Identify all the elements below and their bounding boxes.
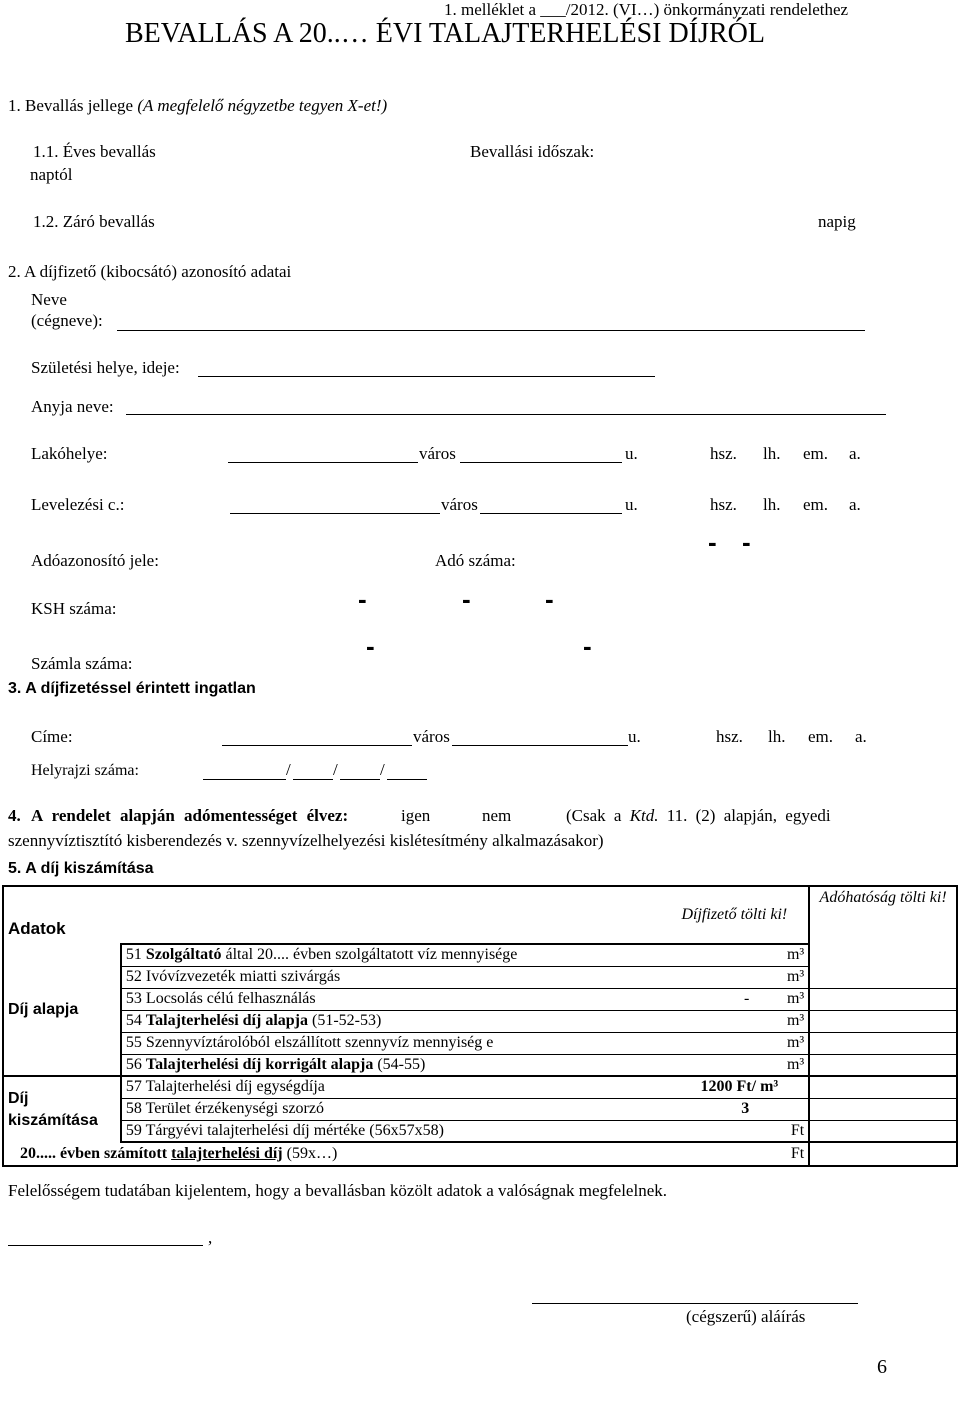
parcel-slash: / bbox=[333, 760, 338, 779]
row-58-label: 58 Terület érzékenységi szorzó bbox=[121, 1098, 615, 1120]
residence-door-label: a. bbox=[849, 444, 861, 463]
residence-floor-label: em. bbox=[803, 444, 829, 463]
row-59-label: 59 Tárgyévi talajterhelési díj mértéke (56x57x58) bbox=[121, 1120, 615, 1142]
residence-building-label: lh. bbox=[763, 444, 781, 463]
row-55-label: 55 Szennyvíztárolóból elszállított szennyvíz mennyiség e bbox=[121, 1032, 615, 1054]
mail-city-field[interactable] bbox=[480, 513, 622, 514]
section3-heading: 3. A díjfizetéssel érintett ingatlan bbox=[8, 680, 256, 697]
parcel-field-1[interactable] bbox=[203, 779, 286, 780]
row-52-unit: m³ bbox=[759, 966, 809, 988]
signature-field[interactable] bbox=[532, 1303, 858, 1304]
exemption-no[interactable]: nem bbox=[482, 806, 512, 825]
row-54-value[interactable] bbox=[615, 1010, 760, 1032]
company-name-label: (cégneve): bbox=[31, 311, 103, 330]
fee-base-group-label: Díj alapja bbox=[8, 1000, 79, 1018]
row-54-authority-cell[interactable] bbox=[809, 1010, 957, 1032]
total-label: 20..... évben számított talajterhelési díj (59x…) bbox=[3, 1142, 615, 1166]
fee-calculation-table bbox=[2, 885, 958, 1167]
tax-id-label: Adóazonosító jele: bbox=[31, 551, 159, 570]
row-51-unit: m³ bbox=[759, 944, 809, 966]
data-column-header: Adatok bbox=[8, 919, 66, 938]
residence-label: Lakóhelye: bbox=[31, 444, 108, 463]
payer-column-header: Díjfizető tölti ki! bbox=[615, 886, 810, 944]
residence-house-label: hsz. bbox=[710, 444, 737, 463]
row-57-authority-cell[interactable] bbox=[809, 1076, 957, 1098]
row-56-unit: m³ bbox=[759, 1054, 809, 1076]
period-label: Bevallási időszak: bbox=[470, 142, 595, 161]
birth-label: Születési helye, ideje: bbox=[31, 358, 180, 377]
property-building-label: lh. bbox=[768, 727, 786, 746]
closing-return-label: 1.2. Záró bevallás bbox=[33, 212, 155, 231]
ksh-dash: - bbox=[545, 584, 554, 614]
row-55-unit: m³ bbox=[759, 1032, 809, 1054]
ksh-dash: - bbox=[358, 584, 367, 614]
mother-name-label: Anyja neve: bbox=[31, 397, 114, 416]
total-value[interactable] bbox=[615, 1142, 760, 1166]
annual-return-label: 1.1. Éves bevallás bbox=[33, 142, 156, 161]
section5-heading: 5. A díj kiszámítása bbox=[8, 860, 154, 877]
row-56-label: 56 Talajterhelési díj korrigált alapja (54-55) bbox=[121, 1054, 615, 1076]
residence-city-field[interactable] bbox=[460, 462, 622, 463]
property-city-label: város bbox=[413, 727, 450, 746]
row-53-value[interactable]: - bbox=[615, 988, 760, 1010]
residence-zip-field[interactable] bbox=[228, 462, 418, 463]
mail-door-label: a. bbox=[849, 495, 861, 514]
row-52-label: 52 Ivóvízvezeték miatti szivárgás bbox=[121, 966, 615, 988]
fee-calc-group-label: Díj kiszámítása bbox=[8, 1089, 98, 1129]
section2-heading: 2. A díjfizető (kibocsátó) azonosító adatai bbox=[8, 262, 292, 281]
place-date-field[interactable] bbox=[8, 1245, 203, 1246]
account-dash: - bbox=[366, 631, 375, 661]
parcel-slash: / bbox=[286, 760, 291, 779]
parcel-field-2[interactable] bbox=[293, 779, 333, 780]
property-door-label: a. bbox=[855, 727, 867, 746]
section1-heading: 1. Bevallás jellege (A megfelelő négyzetbe tegyen X-et!) bbox=[8, 96, 388, 115]
row-54-label: 54 Talajterhelési díj alapja (51-52-53) bbox=[121, 1010, 615, 1032]
tax-number-dash: - bbox=[742, 527, 751, 557]
parcel-field-4[interactable] bbox=[387, 779, 427, 780]
total-authority-cell[interactable] bbox=[809, 1142, 957, 1166]
account-dash: - bbox=[583, 631, 592, 661]
row-58-unit bbox=[759, 1098, 809, 1120]
declaration-text: Felelősségem tudatában kijelentem, hogy a bevallásban közölt adatok a valóságnak megfelelnek. bbox=[8, 1181, 667, 1200]
ksh-dash: - bbox=[462, 584, 471, 614]
row-59-value[interactable] bbox=[615, 1120, 760, 1142]
row-59-authority-cell[interactable] bbox=[809, 1120, 957, 1142]
account-label: Számla száma: bbox=[31, 654, 133, 673]
property-address-label: Címe: bbox=[31, 727, 73, 746]
mail-address-label: Levelezési c.: bbox=[31, 495, 125, 514]
birth-field[interactable] bbox=[198, 376, 655, 377]
name-label: Neve bbox=[31, 290, 67, 309]
to-date-label: napig bbox=[818, 212, 856, 231]
property-house-label: hsz. bbox=[716, 727, 743, 746]
tax-number-label: Adó száma: bbox=[435, 551, 516, 570]
page-number: 6 bbox=[877, 1356, 887, 1378]
property-floor-label: em. bbox=[808, 727, 834, 746]
row-58-authority-cell[interactable] bbox=[809, 1098, 957, 1120]
exemption-yes[interactable]: igen bbox=[401, 806, 431, 825]
row-53-unit: m³ bbox=[759, 988, 809, 1010]
property-street-label: u. bbox=[628, 727, 641, 746]
row-51-value[interactable] bbox=[615, 944, 760, 966]
mail-city-label: város bbox=[441, 495, 478, 514]
document-title: BEVALLÁS A 20..… ÉVI TALAJTERHELÉSI DÍJRÓL bbox=[125, 18, 765, 49]
mail-zip-field[interactable] bbox=[230, 513, 440, 514]
mail-floor-label: em. bbox=[803, 495, 829, 514]
annex-note: 1. melléklet a ___/2012. (VI…) önkormányzati rendelethez bbox=[444, 0, 849, 19]
row-57-label: 57 Talajterhelési díj egységdíja bbox=[121, 1076, 615, 1098]
property-city-field[interactable] bbox=[452, 745, 628, 746]
mother-name-field[interactable] bbox=[126, 414, 886, 415]
residence-street-label: u. bbox=[625, 444, 638, 463]
row-55-authority-cell[interactable] bbox=[809, 1032, 957, 1054]
ksh-label: KSH száma: bbox=[31, 599, 117, 618]
row-53-label: 53 Locsolás célú felhasználás bbox=[121, 988, 615, 1010]
section4-line1: 4. A rendelet alapján adómentességet élvez: bbox=[8, 806, 349, 825]
row-52-authority-cell[interactable] bbox=[809, 966, 957, 988]
row-58-value: 3 bbox=[615, 1098, 760, 1120]
row-54-unit: m³ bbox=[759, 1010, 809, 1032]
parcel-field-3[interactable] bbox=[340, 779, 380, 780]
row-59-unit: Ft bbox=[759, 1120, 809, 1142]
tax-number-dash: - bbox=[708, 527, 717, 557]
row-53-authority-cell[interactable] bbox=[809, 988, 957, 1010]
row-56-authority-cell[interactable] bbox=[809, 1054, 957, 1076]
mail-building-label: lh. bbox=[763, 495, 781, 514]
row-56-value[interactable] bbox=[615, 1054, 760, 1076]
place-date-comma: , bbox=[208, 1228, 213, 1247]
row-52-value[interactable] bbox=[615, 966, 760, 988]
name-field[interactable] bbox=[117, 330, 865, 331]
section4-line2: szennyvíztisztító kisberendezés v. szennyvízelhelyezési kislétesítmény alkalmazásakor) bbox=[8, 831, 604, 850]
from-date-label: naptól bbox=[30, 165, 73, 184]
mail-street-label: u. bbox=[625, 495, 638, 514]
signature-label: (cégszerű) aláírás bbox=[686, 1307, 806, 1326]
total-unit: Ft bbox=[759, 1142, 809, 1166]
exemption-condition: (Csak a Ktd. 11. (2) alapján, egyedi bbox=[566, 806, 831, 825]
row-57-value: 1200 Ft/ m³ bbox=[615, 1076, 810, 1098]
residence-city-label: város bbox=[419, 444, 456, 463]
parcel-label: Helyrajzi száma: bbox=[31, 762, 139, 779]
parcel-slash: / bbox=[380, 760, 385, 779]
mail-house-label: hsz. bbox=[710, 495, 737, 514]
row-55-value[interactable] bbox=[615, 1032, 760, 1054]
authority-column-header: Adóhatóság tölti ki! bbox=[809, 886, 957, 966]
row-51-label: 51 Szolgáltató által 20.... évben szolgáltatott víz mennyisége bbox=[121, 944, 615, 966]
property-zip-field[interactable] bbox=[222, 745, 412, 746]
